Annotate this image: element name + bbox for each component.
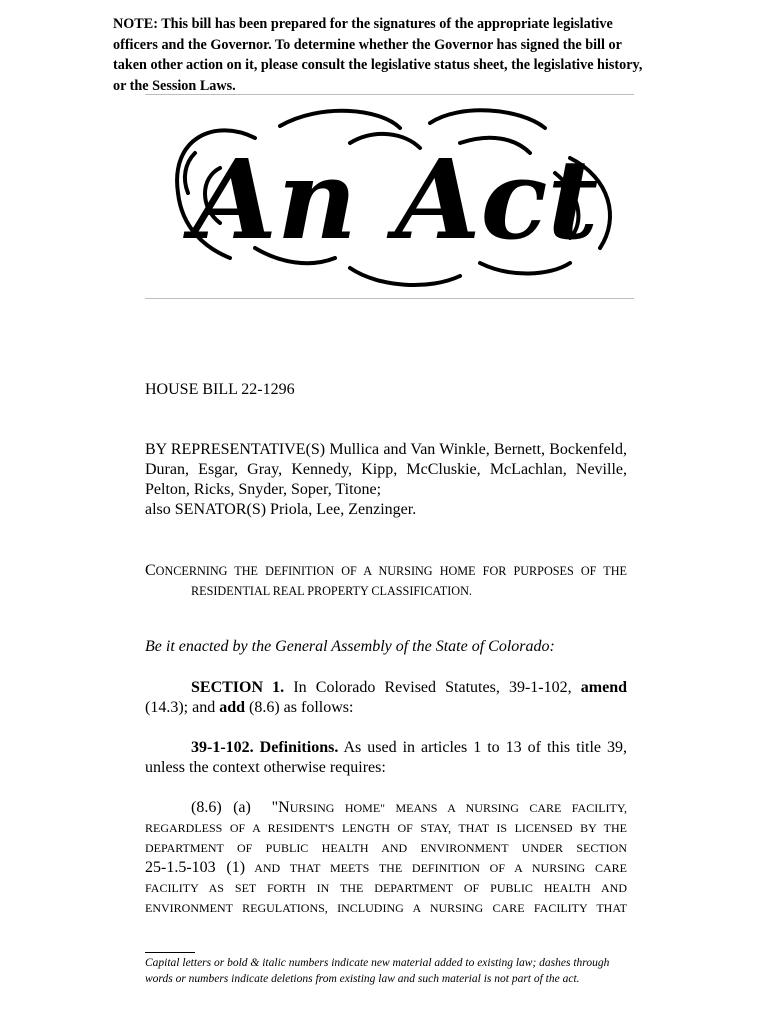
bill-title-line: RESIDENTIAL REAL PROPERTY CLASSIFICATION. [191,584,472,598]
subsection-line: DEPARTMENT OF PUBLIC HEALTH AND ENVIRONMENT UNDER SECTION [145,841,627,855]
section-1 [145,678,627,718]
subsection-line: AND THAT MEETS THE DEFINITION OF A NURSING CARE [254,861,627,875]
subsection-open-quote: "N [271,799,290,816]
definitions-heading: 39-1-102. Definitions. [191,739,339,756]
an-act-logo-text: An Act [191,135,599,264]
section-text: In Colorado Revised Statutes, 39-1-102, [293,679,572,696]
add-keyword: add [219,699,245,716]
bill-title-initial: C [145,562,156,579]
sponsors-line: BY REPRESENTATIVE(S) Mullica and Van Winkle, Bernett, Bockenfeld, [145,441,627,458]
enacting-clause: Be it enacted by the General Assembly of the State of Colorado: [145,638,555,655]
bill-title-line: ONCERNING THE DEFINITION OF A NURSING HOME FOR PURPOSES OF THE [155,564,627,578]
bill-title [145,561,627,601]
definitions-section [145,738,627,778]
amend-keyword: amend [580,679,627,696]
bill-status-note: NOTE: This bill has been prepared for the signatures of the appropriate legislative officers and the Governor. To determine whether the Governor has signed the bill or taken other action on it, please consult the legislative status sheet, the legislative history, or the Session Laws. [113,16,643,94]
section-text: (8.6) as follows: [249,699,354,716]
sponsors-line: Duran, Esgar, Gray, Kennedy, Kipp, McCluskie, McLachlan, Neville, [145,461,627,478]
logo-divider [145,298,634,299]
subsection-number: (8.6) (a) [191,799,251,816]
section-text: (14.3); and [145,699,216,716]
statute-reference: 25-1.5-103 (1) [145,859,246,876]
subsection-line: ENVIRONMENT REGULATIONS, INCLUDING A NURSING CARE FACILITY THAT [145,901,627,915]
subsection-line: REGARDLESS OF A RESIDENT'S LENGTH OF STAY, THAT IS LICENSED BY THE [145,821,627,835]
subsection-line: URSING HOME" MEANS A NURSING CARE FACILITY, [289,801,627,815]
top-divider [145,94,634,95]
definitions-text: As used in articles 1 to 13 of this title 39, [343,739,628,756]
senate-sponsors-line: also SENATOR(S) Priola, Lee, Zenzinger. [145,501,417,518]
footnote-divider [145,952,195,953]
footnote: Capital letters or bold & italic numbers indicate new material added to existing law; dashes through words or numbers indicate deletions from existing law and such material is not part of the act. [145,957,610,985]
sponsors [145,440,627,520]
definitions-text: unless the context otherwise requires: [145,759,386,776]
subsection-line: FACILITY AS SET FORTH IN THE DEPARTMENT OF PUBLIC HEALTH AND [145,881,627,895]
sponsors-line: Pelton, Ricks, Snyder, Soper, Titone; [145,481,382,498]
an-act-logo [160,98,630,296]
section-heading: SECTION 1. [191,679,285,696]
bill-number: HOUSE BILL 22-1296 [145,381,295,398]
subsection-8-6 [145,798,627,918]
